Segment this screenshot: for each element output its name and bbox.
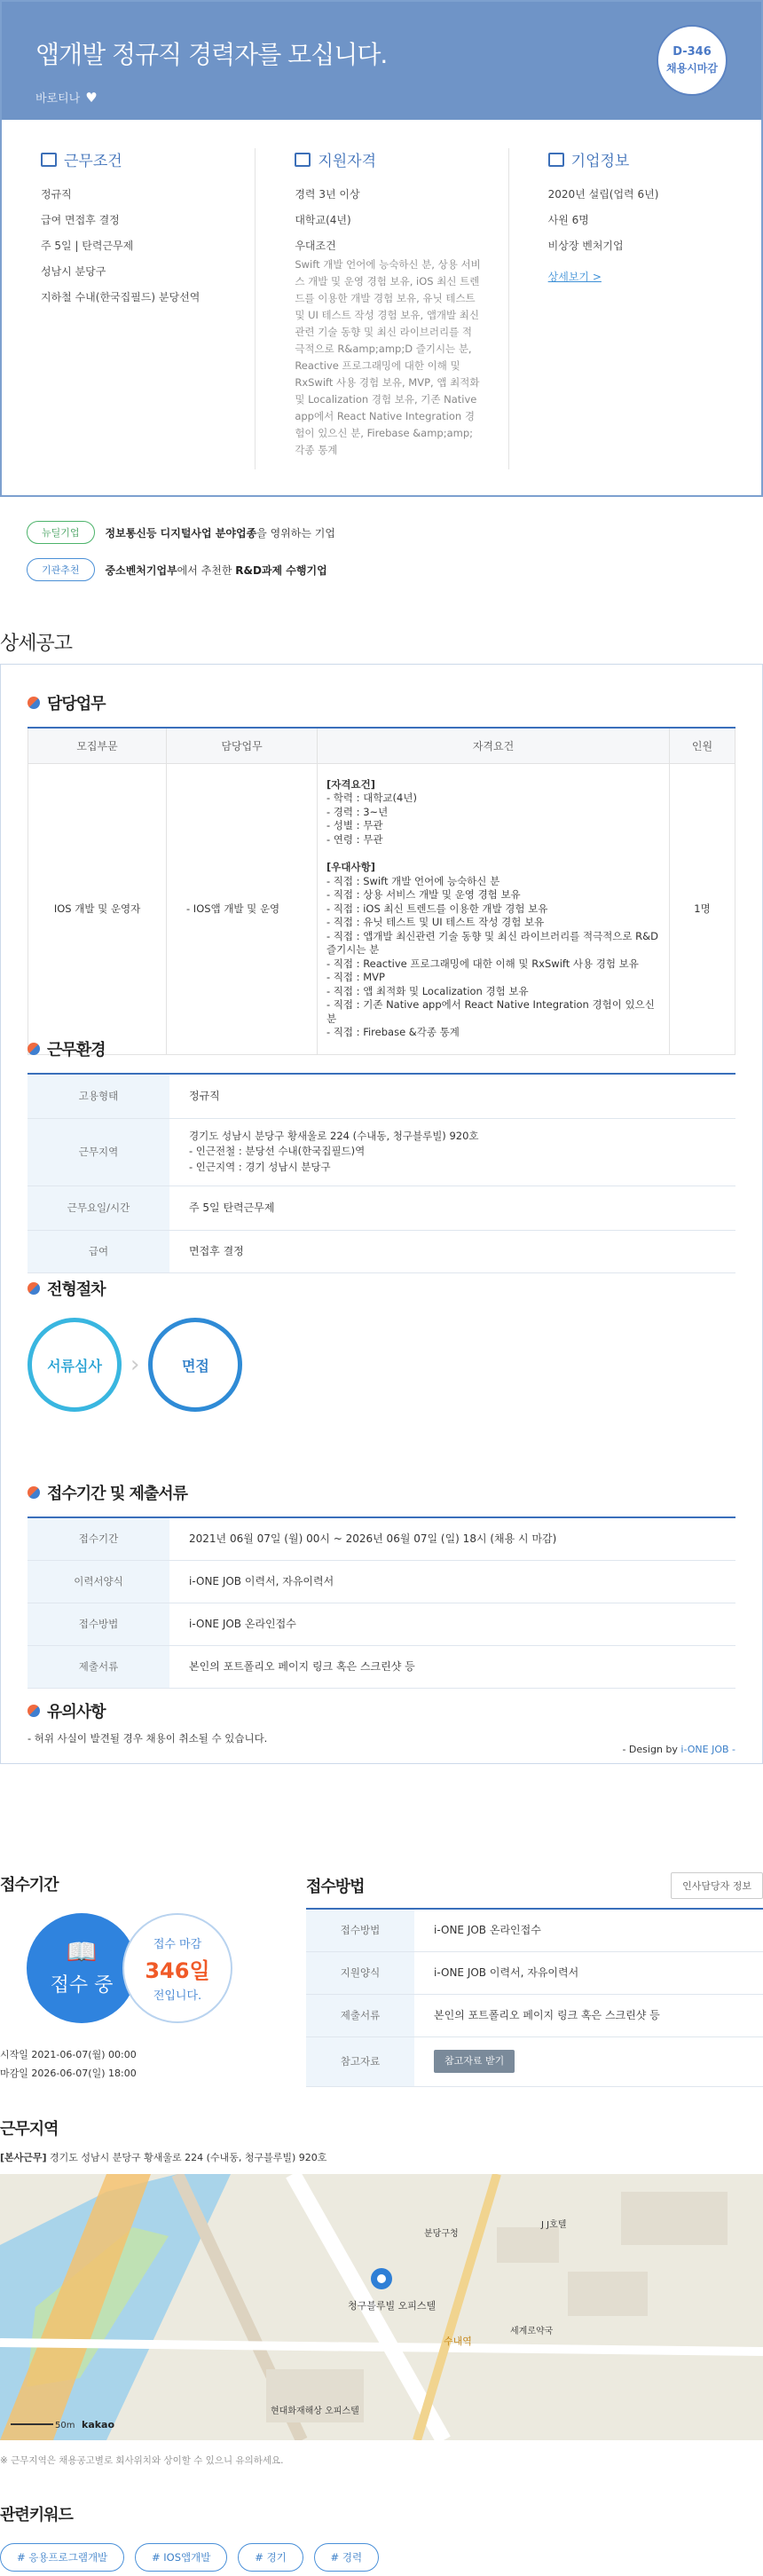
apply-method-block	[306, 1872, 763, 2087]
process-steps	[28, 1318, 735, 1412]
table-cell: IOS 개발 및 운영자	[28, 763, 167, 1054]
keyword-list	[0, 2543, 763, 2572]
row-value: i-ONE JOB 온라인접수	[169, 1603, 735, 1645]
table-row	[28, 1186, 735, 1230]
work-area-block	[0, 2116, 763, 2164]
keyword-chip[interactable]: # IOS앱개발	[135, 2543, 227, 2572]
deadline-suffix: 전입니다.	[153, 1989, 202, 2003]
condition-item: 급여 면접후 결정	[41, 214, 120, 226]
process-heading	[28, 1277, 735, 1300]
badge-bold-text: R&D과제 수행기업	[235, 563, 327, 577]
newdeal-badge: 뉴딜기업	[27, 521, 95, 544]
deadline-circle	[122, 1913, 232, 2023]
map-scale-label: 50m	[55, 2421, 75, 2430]
notice-title: 유의사항	[47, 1703, 106, 1721]
company-name[interactable]: 바로티나	[35, 92, 81, 106]
design-credit-brand: i-ONE JOB	[680, 1744, 729, 1755]
preferred-item: - 직접 : 상용 서비스 개발 및 운영 경험 보유	[326, 888, 521, 902]
section-dot-icon	[28, 1705, 40, 1717]
table-row	[28, 763, 735, 1054]
column-header: 담당업무	[167, 728, 318, 763]
period-title: 접수기간 및 제출서류	[47, 1485, 188, 1503]
requirement-item: - 경력 : 3~년	[326, 805, 389, 818]
preferred-item: - 직접 : iOS 최신 트렌드를 이용한 개발 경험 보유	[326, 902, 548, 915]
map-label: 분당구청	[424, 2229, 459, 2239]
condition-item: 정규직	[41, 188, 72, 201]
company-info-column	[508, 148, 761, 469]
apply-method-title: 접수방법	[306, 1878, 365, 1896]
company-info-item: 2020년 설립(업력 6년)	[547, 188, 659, 201]
table-row	[306, 1951, 763, 1994]
building-icon	[548, 153, 564, 167]
section-dot-icon	[28, 697, 40, 709]
badge-rest-text: 을 영위하는 기업	[256, 526, 335, 540]
apply-period-block	[0, 1872, 284, 2084]
condition-item: 주 5일 | 탄력근무제	[41, 240, 134, 252]
badge-rest-text: 에서 추천한	[177, 563, 236, 577]
heart-icon[interactable]: ♥	[85, 89, 98, 106]
job-summary-card	[0, 0, 763, 497]
row-value	[414, 2036, 763, 2086]
env-table	[28, 1073, 735, 1273]
requirements-heading: [자격요건]	[326, 777, 375, 791]
map-canvas[interactable]	[0, 2174, 763, 2440]
section-dot-icon	[28, 1282, 40, 1295]
keyword-chip[interactable]: # 응용프로그램개발	[0, 2543, 124, 2572]
company-info-heading	[548, 148, 735, 170]
row-key: 접수방법	[306, 1909, 414, 1951]
row-key: 고용형태	[28, 1074, 169, 1118]
work-conditions-title: 근무조건	[64, 153, 122, 170]
column-header: 자격요건	[318, 728, 670, 763]
preferred-item: - 직접 : 앱개발 최신관련 기술 동향 및 최신 라이브러리를 적극적으로 R&D 즐기시는 분	[326, 929, 658, 957]
badge-description	[106, 525, 335, 540]
apply-period-title: 접수기간	[0, 1876, 59, 1895]
work-area-address	[0, 2150, 763, 2164]
deadline-days: 346일	[145, 1958, 210, 1983]
row-key: 지원양식	[306, 1951, 414, 1994]
table-row	[306, 1994, 763, 2036]
qualification-title: 지원자격	[318, 153, 377, 170]
table-row	[28, 1560, 735, 1603]
preferred-description: Swift 개발 언어에 능숙하신 분, 상용 서비스 개발 및 운영 경험 보유, iOS 최신 트렌드를 이용한 개발 경험 보유, 유닛 테스트 및 UI 테스트 작성 경험 보유, 앱개발 최신관련 기술 동향 및 최신 라이브러리를 적극적으로 R&amp;amp;D 즐기시는 분, Reactive 프로그래밍에 대한 이해 및 RxSwift 사용 경험 보유, MVP, 앱 최적화 및 Localization 경험 보유, 기존 Native app에서 React Native Integration 경험이 있으신 분, Firebase &amp;amp;각종 통계	[295, 258, 481, 456]
location-map[interactable]	[0, 2174, 763, 2440]
row-value: 주 5일 탄력근무제	[169, 1186, 735, 1230]
preferred-item: - 직접 : Reactive 프로그래밍에 대한 이해 및 RxSwift 사용 경험 보유	[326, 957, 639, 970]
notice-text: - 허위 사실이 발견될 경우 채용이 취소될 수 있습니다.	[28, 1732, 268, 1745]
row-key: 접수기간	[28, 1517, 169, 1560]
work-area-title: 근무지역	[0, 2120, 59, 2139]
badge-description	[106, 563, 327, 578]
book-icon: 📖	[66, 1936, 98, 1966]
preferred-item: - 직접 : 앱 최적화 및 Localization 경험 보유	[326, 984, 529, 997]
building-shape	[621, 2192, 728, 2245]
dday-text: 채용시마감	[666, 62, 718, 75]
detail-panel	[0, 664, 763, 1764]
requirement-item: - 학력 : 대학교(4년)	[326, 792, 417, 805]
condition-item: 지하철 수내(한국집필드) 분당선역	[41, 291, 201, 303]
section-dot-icon	[28, 1486, 40, 1499]
preferred-item: - 직접 : 기존 Native app에서 React Native Integration 경험이 있으신 분	[326, 998, 655, 1025]
row-key: 근무요일/시간	[28, 1186, 169, 1230]
table-row	[306, 2036, 763, 2086]
requirement-item: - 연령 : 무관	[326, 832, 383, 846]
table-header-row	[28, 728, 735, 763]
step-document-review: 서류심사	[28, 1318, 122, 1412]
env-title: 근무환경	[47, 1041, 106, 1060]
notice-section	[28, 1699, 735, 1755]
qualification-heading	[295, 148, 481, 170]
work-area-label: [본사근무]	[0, 2152, 47, 2163]
apply-status-circles	[27, 1913, 284, 2023]
table-row	[28, 1230, 735, 1272]
certification-badges	[27, 521, 335, 595]
row-value: 면접후 결정	[169, 1230, 735, 1272]
apply-status-circle	[27, 1913, 137, 2023]
duty-heading	[28, 691, 735, 714]
design-credit-prefix: - Design by	[622, 1744, 681, 1755]
qualification-item: 우대조건	[295, 240, 336, 252]
row-value: i-ONE JOB 온라인접수	[414, 1909, 763, 1951]
keywords-block	[0, 2502, 763, 2572]
kakao-logo: kakao	[82, 2419, 115, 2430]
job-title: 앱개발 정규직 경력자를 모십니다.	[35, 40, 388, 69]
keyword-chip[interactable]: # 경기	[238, 2543, 303, 2572]
detail-section-title: 상세공고	[0, 633, 73, 655]
preferred-item: - 직접 : MVP	[326, 971, 385, 984]
qualification-item: 경력 3년 이상	[295, 188, 360, 201]
map-label: 청구블루빌 오피스텔	[348, 2300, 437, 2312]
period-section	[28, 1481, 735, 1689]
preferred-item: - 직접 : Swift 개발 언어에 능숙하신 분	[326, 874, 500, 887]
notice-heading	[28, 1699, 735, 1722]
row-value: i-ONE JOB 이력서, 자유이력서	[169, 1560, 735, 1603]
table-row	[28, 1074, 735, 1118]
badge-row	[27, 521, 335, 544]
step-interview: 면접	[148, 1318, 242, 1412]
requirement-item: - 성별 : 무관	[326, 819, 383, 832]
apply-end-date: 마감일 2026-06-07(일) 18:00	[0, 2067, 137, 2079]
env-section	[28, 1037, 735, 1273]
duty-title: 담당업무	[47, 695, 106, 713]
preferred-item: - 직접 : Firebase &각종 통계	[326, 1026, 460, 1039]
row-key: 제출서류	[306, 1994, 414, 2036]
company-info-title: 기업정보	[570, 153, 630, 170]
row-value: i-ONE JOB 이력서, 자유이력서	[414, 1951, 763, 1994]
work-area-note: ※ 근무지역은 채용공고별로 회사위치와 상이할 수 있으니 유의하세요.	[0, 2455, 284, 2466]
work-conditions-heading	[41, 148, 228, 170]
work-conditions-column	[2, 148, 255, 469]
agency-badge: 기관추천	[27, 558, 95, 581]
row-value: 본인의 포트폴리오 페이지 링크 혹은 스크린샷 등	[169, 1645, 735, 1688]
map-label: 세계로약국	[510, 2327, 554, 2336]
table-row	[28, 1517, 735, 1560]
apply-status-text: 접수 중	[50, 1973, 114, 1997]
building-icon	[41, 153, 57, 167]
table-row	[306, 1909, 763, 1951]
row-value: 본인의 포트폴리오 페이지 링크 혹은 스크린샷 등	[414, 1994, 763, 2036]
badge-bold-text: 중소벤처기업부	[105, 563, 177, 577]
row-key: 제출서류	[28, 1645, 169, 1688]
company-more-row	[548, 269, 735, 284]
duty-table	[28, 727, 735, 1055]
requirements-cell	[318, 763, 670, 1054]
qualification-column	[255, 148, 507, 469]
map-label: J J호텔	[541, 2220, 567, 2230]
row-value: 정규직	[169, 1074, 735, 1118]
apply-dates	[0, 2046, 284, 2084]
column-header: 인원	[670, 728, 735, 763]
column-header: 모집부문	[28, 728, 167, 763]
building-shape	[568, 2272, 648, 2316]
company-info-item: 비상장 벤처기업	[547, 240, 624, 252]
map-label: 수내역	[444, 2336, 472, 2347]
company-detail-link[interactable]: 상세보기 >	[547, 271, 602, 283]
duty-section	[28, 691, 735, 1055]
apply-method-header	[306, 1872, 763, 1899]
hr-contact-button[interactable]: 인사담당자 정보	[671, 1872, 763, 1899]
badge-bold-text: 정보통신등 디지털사업 분야업종	[105, 526, 257, 540]
period-table	[28, 1516, 735, 1689]
download-reference-button[interactable]: 참고자료 받기	[434, 2050, 515, 2074]
keyword-chip[interactable]: # 경력	[314, 2543, 380, 2572]
dday-badge	[657, 25, 728, 96]
table-row	[28, 1118, 735, 1186]
map-label: 현대화재해상 오피스텔	[271, 2407, 359, 2416]
table-cell: 1명	[670, 763, 735, 1054]
company-info-item: 사원 6명	[547, 214, 589, 226]
row-key: 이력서양식	[28, 1560, 169, 1603]
calendar-icon	[295, 153, 311, 167]
preferred-heading: [우대사항]	[326, 861, 375, 874]
section-dot-icon	[28, 1043, 40, 1055]
deadline-label: 접수 마감	[153, 1937, 202, 1951]
apply-method-table	[306, 1908, 763, 2087]
dday-count: D-346	[673, 45, 712, 59]
qualification-item: 대학교(4년)	[295, 214, 351, 226]
table-cell: - IOS앱 개발 및 운영	[167, 763, 318, 1054]
table-row	[28, 1603, 735, 1645]
period-heading	[28, 1481, 735, 1504]
summary-header	[2, 2, 761, 120]
row-key: 접수방법	[28, 1603, 169, 1645]
company-name-row	[35, 89, 761, 106]
badge-row	[27, 558, 335, 581]
row-key: 급여	[28, 1230, 169, 1272]
row-key: 근무지역	[28, 1118, 169, 1186]
design-credit-suffix: -	[728, 1744, 735, 1755]
chevron-right-icon: ›	[130, 1351, 140, 1378]
row-key: 참고자료	[306, 2036, 414, 2086]
table-row	[28, 1645, 735, 1688]
keywords-title: 관련키워드	[0, 2506, 73, 2525]
row-value: 경기도 성남시 분당구 황새울로 224 (수내동, 청구블루빌) 920호 - 인근전철 : 분당선 수내(한국집필드)역 - 인근지역 : 경기 성남시 분당구	[169, 1118, 735, 1186]
apply-start-date: 시작일 2021-06-07(월) 00:00	[0, 2049, 137, 2060]
preferred-item: - 직접 : 유닛 테스트 및 UI 테스트 작성 경험 보유	[326, 916, 545, 929]
building-shape	[497, 2227, 559, 2263]
map-pin-icon	[377, 2274, 386, 2283]
process-section	[28, 1277, 735, 1412]
row-value: 2021년 06월 07일 (월) 00시 ~ 2026년 06월 07일 (일) 18시 (채용 시 마감)	[169, 1517, 735, 1560]
env-heading	[28, 1037, 735, 1060]
process-title: 전형절차	[47, 1280, 106, 1299]
work-area-addr: 경기도 성남시 분당구 황새울로 224 (수내동, 청구블루빌) 920호	[46, 2152, 327, 2163]
condition-item: 성남시 분당구	[41, 265, 106, 278]
